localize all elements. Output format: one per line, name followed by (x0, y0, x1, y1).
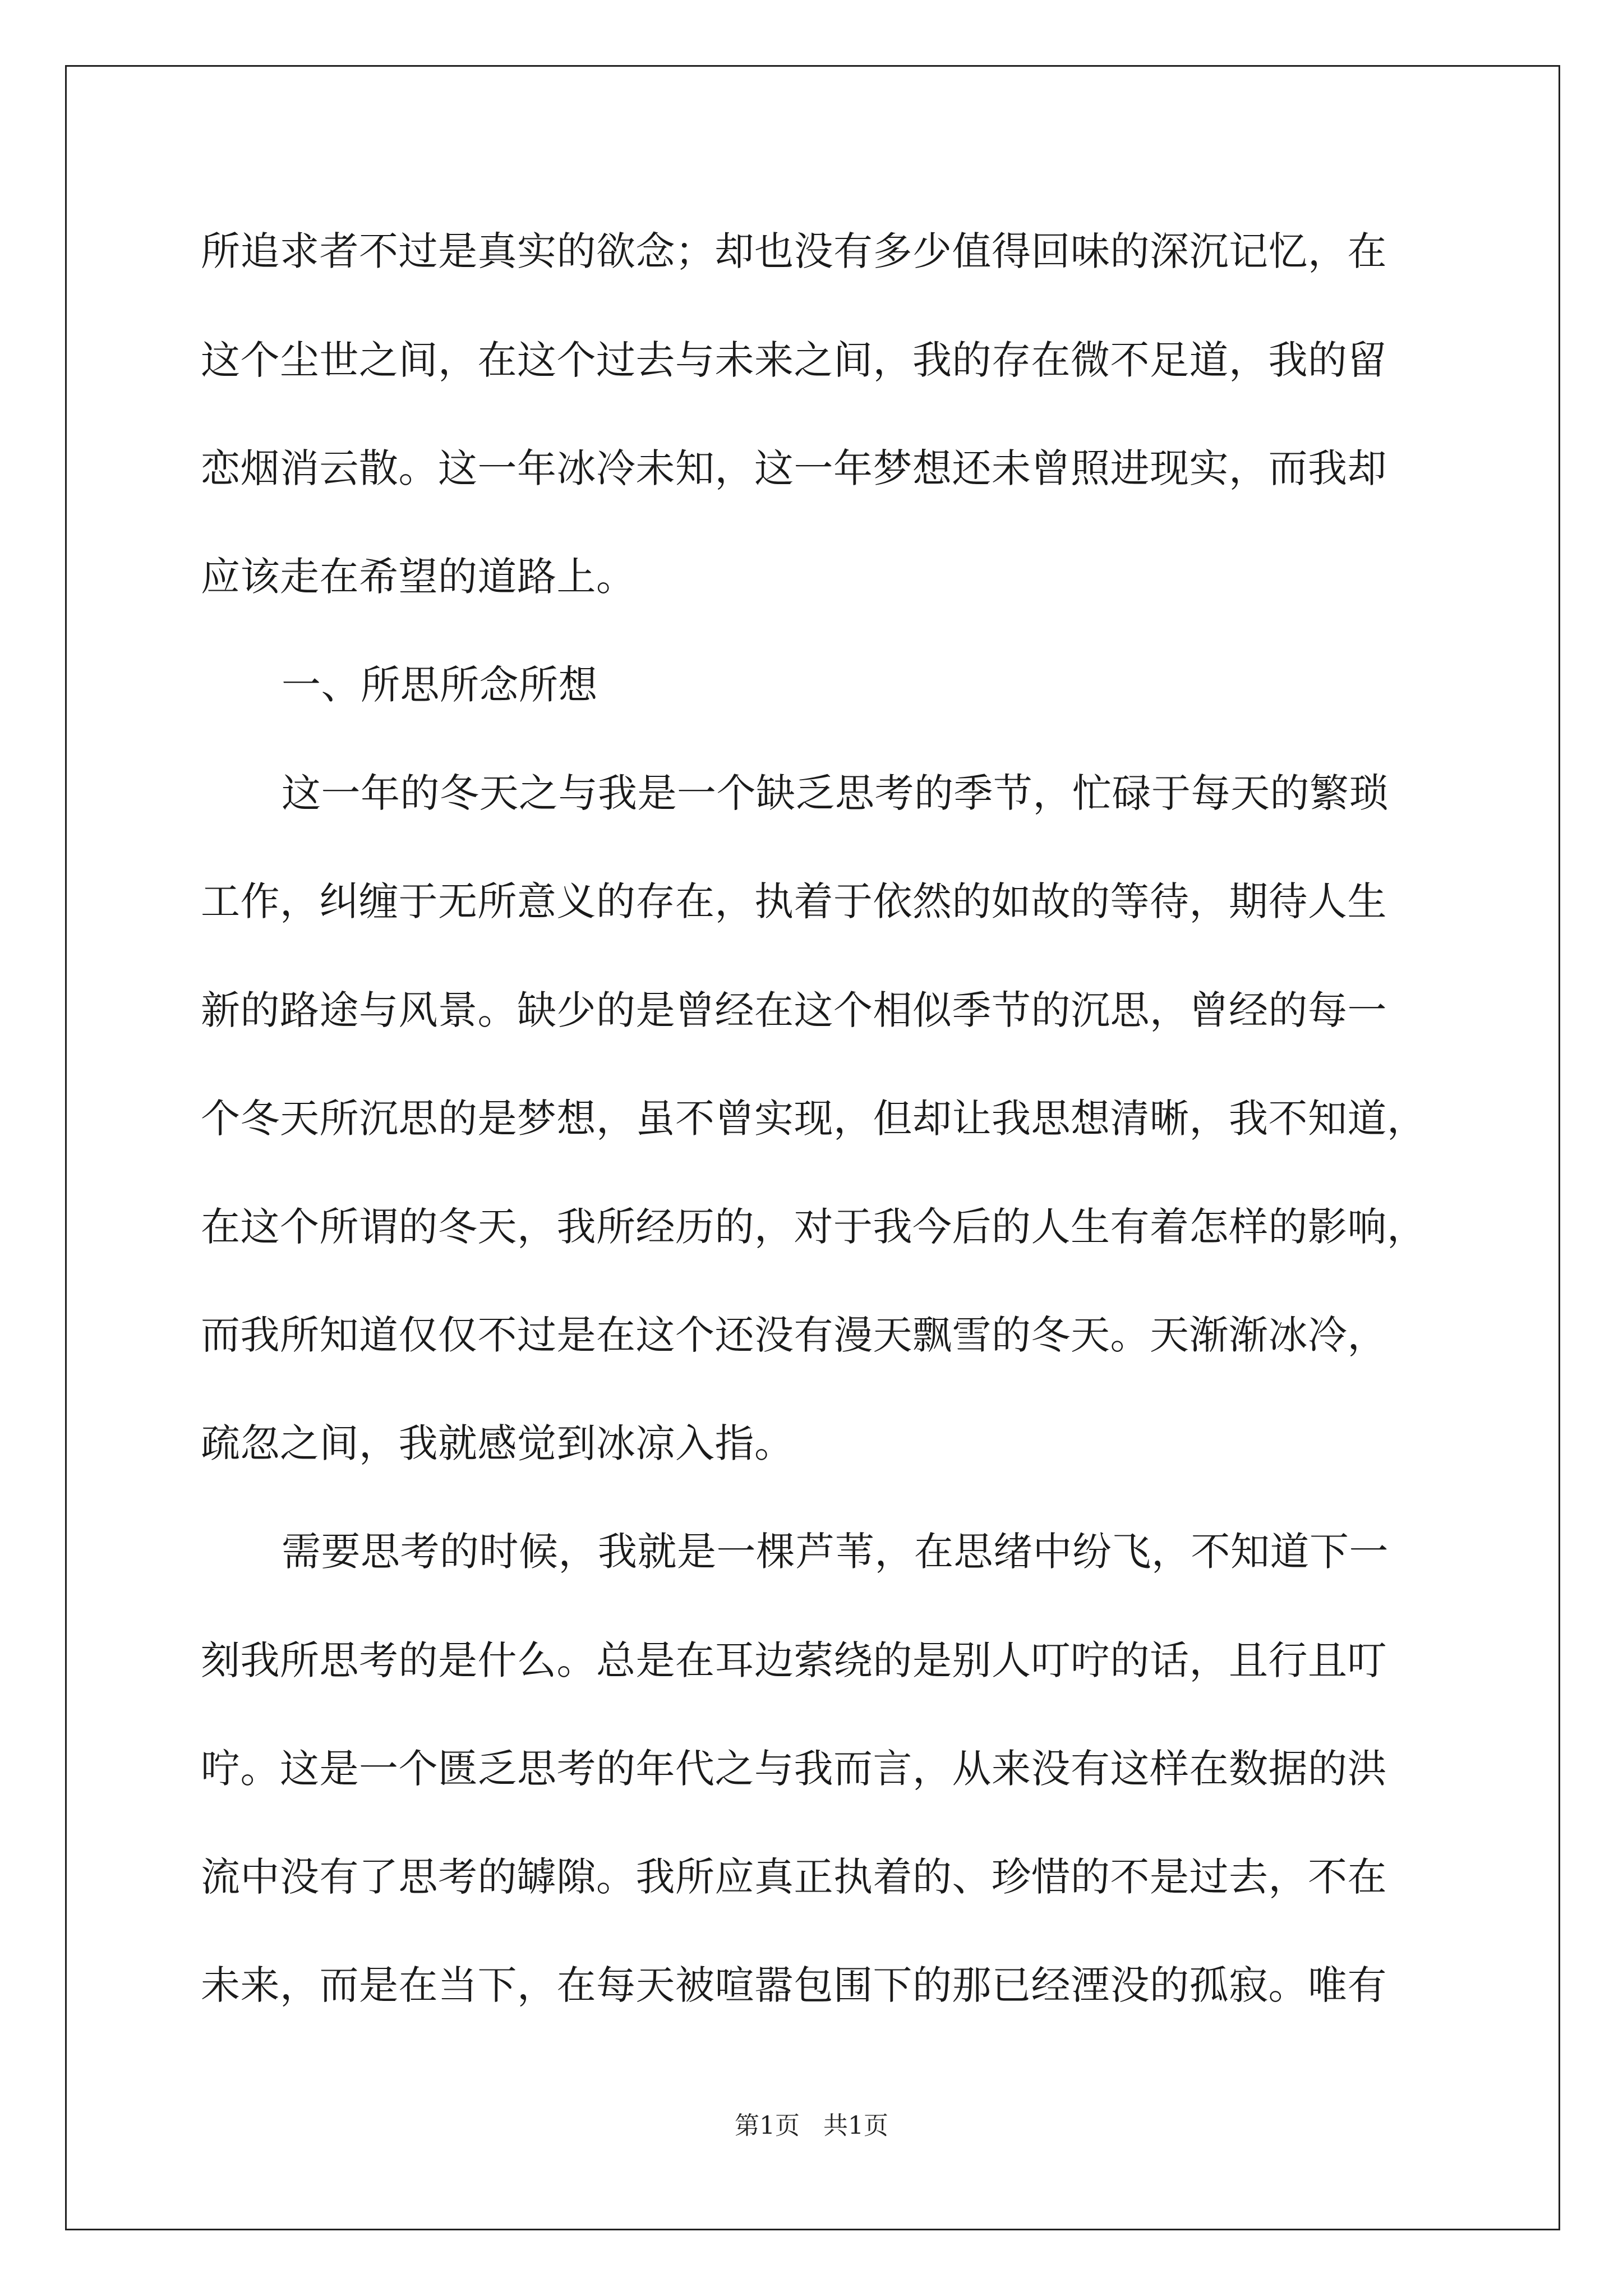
page-total: 共1页 (823, 2111, 888, 2140)
text-line: 这一年的冬天之与我是一个缺乏思考的季节，忙碌于每天的繁琐 (282, 770, 1389, 816)
text-line: 流中没有了思考的罅隙。我所应真正执着的、珍惜的不是过去，不在 (201, 1854, 1387, 1900)
text-line: 个冬天所沉思的是梦想，虽不曾实现，但却让我思想清晰，我不知道， (201, 1096, 1427, 1142)
text-line: 未来，而是在当下，在每天被喧嚣包围下的那已经湮没的孤寂。唯有 (201, 1962, 1387, 2008)
text-line: 新的路途与风景。缺少的是曾经在这个相似季节的沉思，曾经的每一 (201, 987, 1387, 1033)
text-line: 需要思考的时候，我就是一棵芦苇，在思绪中纷飞，不知道下一 (282, 1529, 1389, 1575)
text-line: 应该走在希望的道路上。 (201, 554, 636, 600)
page-footer (0, 2109, 1623, 2143)
page-number: 第1页 (735, 2111, 800, 2140)
text-line: 所追求者不过是真实的欲念；却也没有多少值得回味的深沉记忆，在 (201, 228, 1387, 274)
page-border (65, 65, 1560, 2230)
text-line: 这个尘世之间，在这个过去与未来之间，我的存在微不足道，我的留 (201, 337, 1387, 383)
text-line: 恋烟消云散。这一年冰冷未知，这一年梦想还未曾照进现实，而我却 (201, 445, 1387, 491)
section-heading: 一、所思所念所想 (282, 662, 598, 708)
text-line: 刻我所思考的是什么。总是在耳边萦绕的是别人叮咛的话，且行且叮 (201, 1637, 1387, 1683)
text-line: 在这个所谓的冬天，我所经历的，对于我今后的人生有着怎样的影响， (201, 1204, 1427, 1250)
text-line: 工作，纠缠于无所意义的存在，执着于依然的如故的等待，期待人生 (201, 878, 1387, 924)
text-line: 疏忽之间，我就感觉到冰凉入指。 (201, 1420, 794, 1466)
text-line: 而我所知道仅仅不过是在这个还没有漫天飘雪的冬天。天渐渐冰冷， (201, 1312, 1387, 1358)
text-line: 咛。这是一个匮乏思考的年代之与我而言，从来没有这样在数据的洪 (201, 1746, 1387, 1792)
